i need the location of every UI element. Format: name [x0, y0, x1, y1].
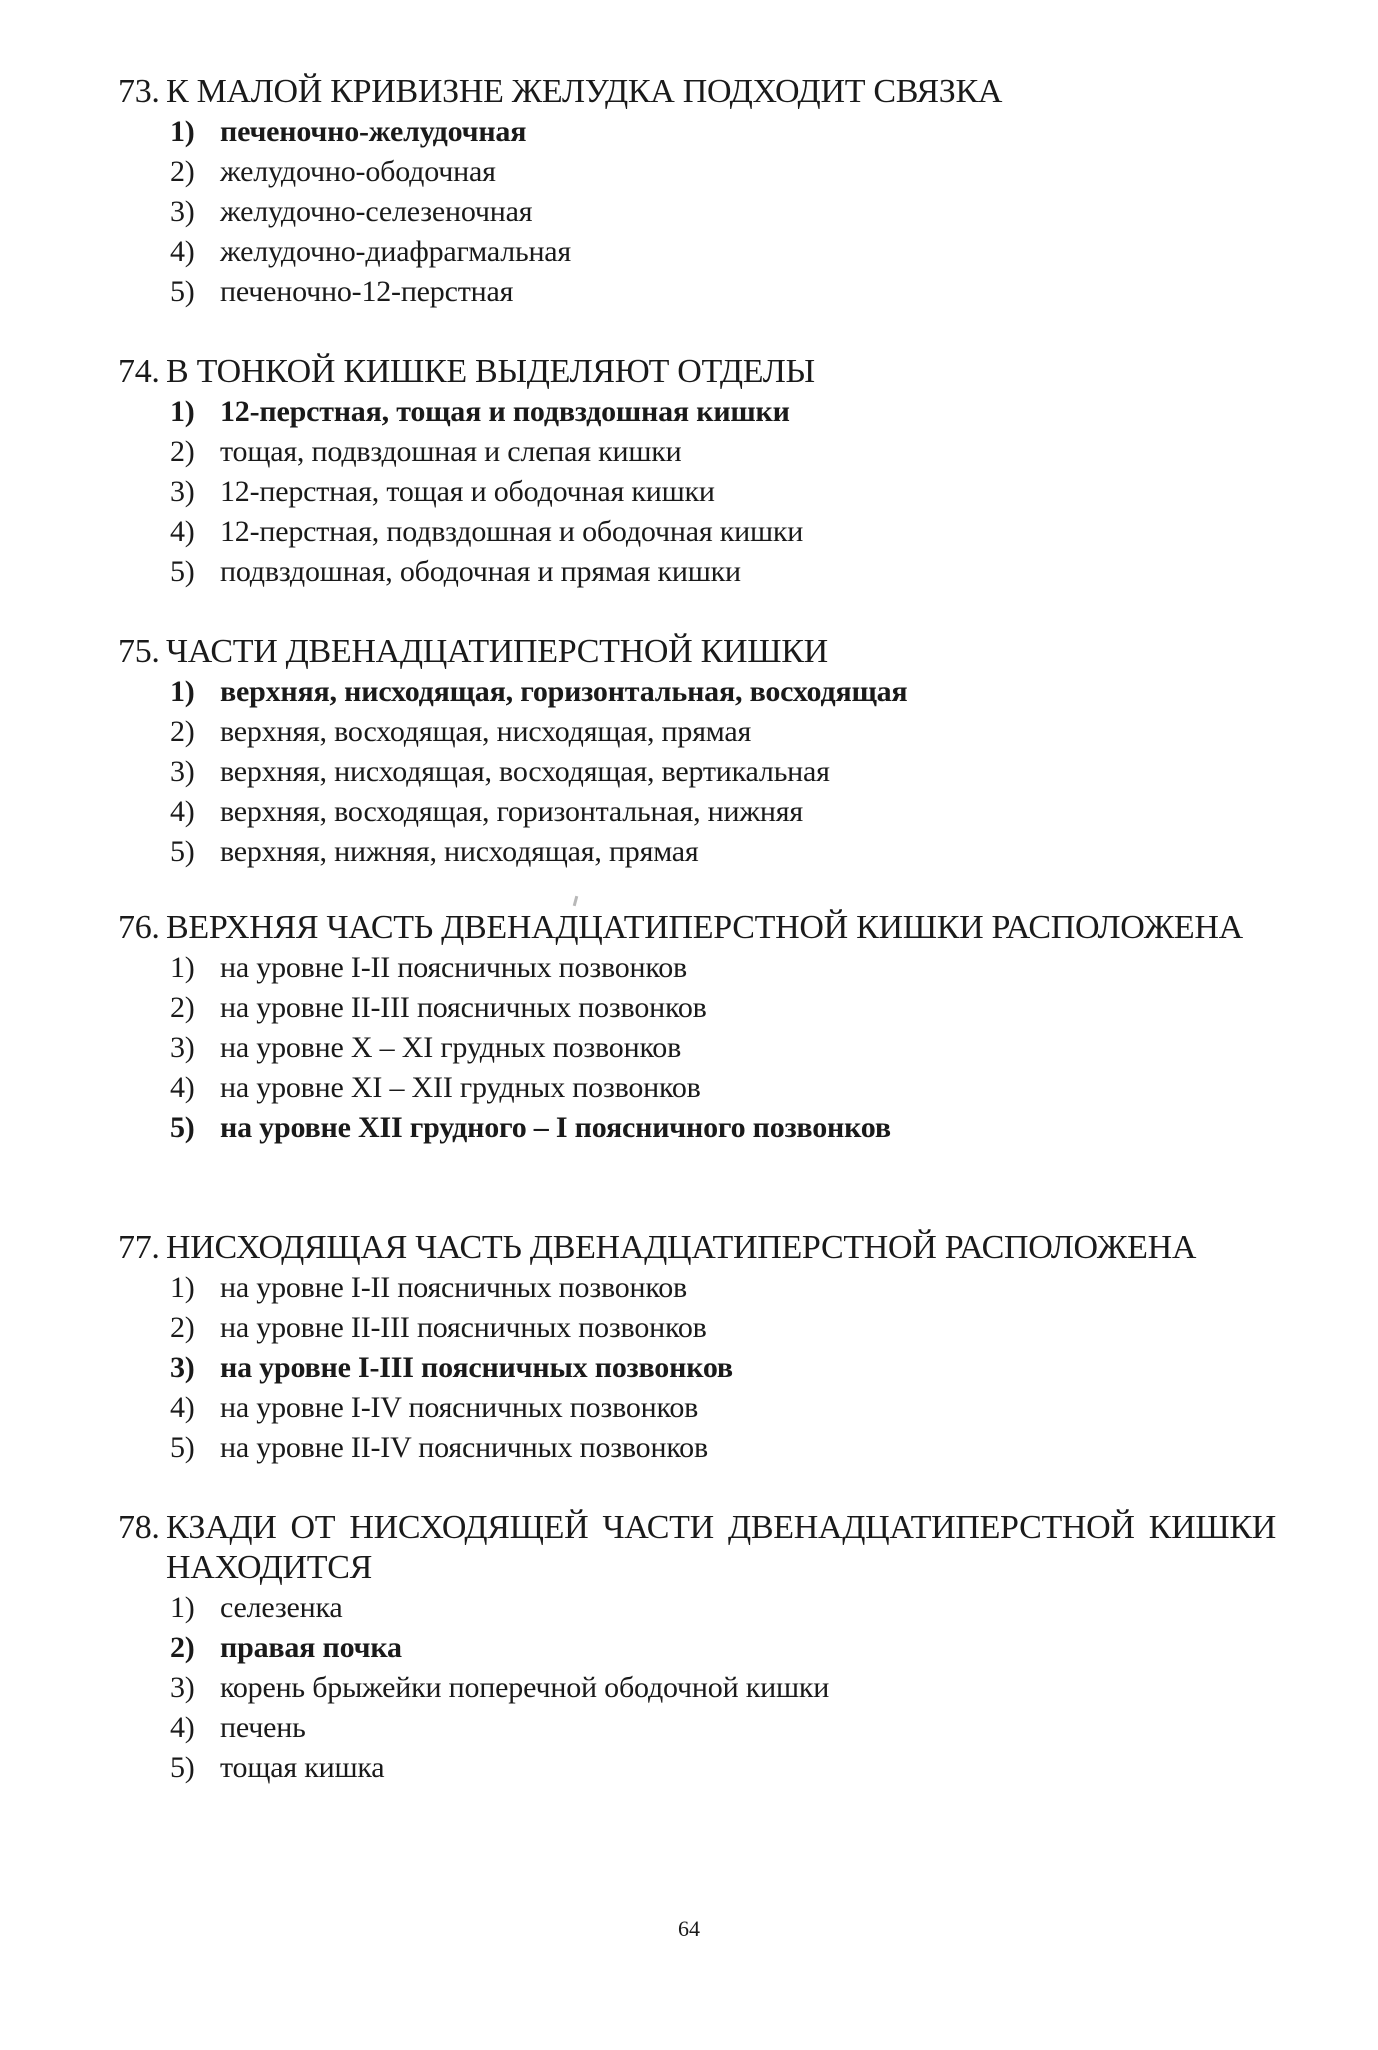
- option-text: на уровне XII грудного – I поясничного позвонков: [220, 1111, 891, 1144]
- option-number: 3): [170, 195, 195, 228]
- option-number: 5): [170, 1431, 195, 1464]
- question-heading: [118, 352, 1276, 392]
- option-number: 2): [170, 715, 195, 748]
- answer-option: [170, 1588, 1276, 1628]
- option-number: 1): [170, 1591, 195, 1624]
- answer-options: [118, 672, 1276, 872]
- answer-option: [170, 948, 1276, 988]
- question-text: КЗАДИ ОТ НИСХОДЯЩЕЙ ЧАСТИ ДВЕНАДЦАТИПЕРСТНОЙ КИШКИ НАХОДИТСЯ: [166, 1509, 1276, 1586]
- option-number: 2): [170, 155, 195, 188]
- option-number: 5): [170, 835, 195, 868]
- option-number: 4): [170, 795, 195, 828]
- answer-option: [170, 152, 1276, 192]
- question-77: [118, 1228, 1276, 1468]
- option-text: подвздошная, ободочная и прямая кишки: [220, 555, 741, 588]
- option-text: селезенка: [220, 1591, 343, 1624]
- option-number: 5): [170, 555, 195, 588]
- answer-option: [170, 752, 1276, 792]
- scan-speck: [573, 896, 578, 906]
- answer-options: [118, 948, 1276, 1148]
- option-number: 2): [170, 1311, 195, 1344]
- option-number: 1): [170, 675, 195, 708]
- question-text: В ТОНКОЙ КИШКЕ ВЫДЕЛЯЮТ ОТДЕЛЫ: [166, 353, 815, 390]
- answer-options: [118, 1588, 1276, 1788]
- option-number: 4): [170, 235, 195, 268]
- answer-option: [170, 472, 1276, 512]
- option-number: 4): [170, 1711, 195, 1744]
- answer-option: [170, 512, 1276, 552]
- option-text: 12-перстная, подвздошная и ободочная кишки: [220, 515, 804, 548]
- answer-options: [118, 1268, 1276, 1468]
- option-text: на уровне II-IV поясничных позвонков: [220, 1431, 708, 1464]
- answer-option: [170, 832, 1276, 872]
- option-text: желудочно-ободочная: [220, 155, 496, 188]
- option-number: 3): [170, 475, 195, 508]
- option-text: верхняя, нижняя, нисходящая, прямая: [220, 835, 699, 868]
- question-number: 78.: [118, 1509, 160, 1546]
- option-number: 5): [170, 275, 195, 308]
- option-text: корень брыжейки поперечной ободочной кишки: [220, 1671, 830, 1704]
- answer-option: [170, 1388, 1276, 1428]
- answer-option: [170, 1028, 1276, 1068]
- question-number: 73.: [118, 73, 160, 110]
- option-text: на уровне II-III поясничных позвонков: [220, 991, 707, 1024]
- option-number: 5): [170, 1751, 195, 1784]
- question-78: [118, 1508, 1276, 1788]
- option-text: верхняя, нисходящая, горизонтальная, восходящая: [220, 675, 908, 708]
- answer-option: [170, 432, 1276, 472]
- answer-option: [170, 1068, 1276, 1108]
- question-number: 74.: [118, 353, 160, 390]
- option-number: 5): [170, 1111, 195, 1144]
- option-number: 1): [170, 115, 195, 148]
- question-heading: [118, 1508, 1276, 1588]
- answer-option: [170, 1668, 1276, 1708]
- answer-option: [170, 712, 1276, 752]
- question-number: 77.: [118, 1229, 160, 1266]
- option-text: тощая, подвздошная и слепая кишки: [220, 435, 682, 468]
- option-text: печеночно-желудочная: [220, 115, 527, 148]
- option-number: 3): [170, 1031, 195, 1064]
- answer-option-correct: [170, 1628, 1276, 1668]
- question-heading: [118, 1228, 1276, 1268]
- option-text: верхняя, восходящая, нисходящая, прямая: [220, 715, 752, 748]
- question-heading: [118, 72, 1276, 112]
- answer-option: [170, 1268, 1276, 1308]
- question-heading: [118, 908, 1276, 948]
- option-text: на уровне I-II поясничных позвонков: [220, 951, 688, 984]
- question-text: К МАЛОЙ КРИВИЗНЕ ЖЕЛУДКА ПОДХОДИТ СВЯЗКА: [166, 73, 1003, 110]
- answer-option: [170, 552, 1276, 592]
- question-number: 75.: [118, 633, 160, 670]
- answer-option-correct: [170, 1108, 1276, 1148]
- answer-option: [170, 988, 1276, 1028]
- answer-option: [170, 1748, 1276, 1788]
- answer-option: [170, 792, 1276, 832]
- option-text: верхняя, нисходящая, восходящая, вертикальная: [220, 755, 830, 788]
- option-text: на уровне II-III поясничных позвонков: [220, 1311, 707, 1344]
- question-text: ЧАСТИ ДВЕНАДЦАТИПЕРСТНОЙ КИШКИ: [166, 633, 828, 670]
- option-number: 2): [170, 435, 195, 468]
- answer-option-correct: [170, 1348, 1276, 1388]
- option-text: правая почка: [220, 1631, 402, 1664]
- answer-option: [170, 1428, 1276, 1468]
- option-number: 2): [170, 991, 195, 1024]
- option-number: 3): [170, 1351, 195, 1384]
- question-75: [118, 632, 1276, 872]
- option-text: желудочно-диафрагмальная: [220, 235, 572, 268]
- option-number: 3): [170, 755, 195, 788]
- option-text: на уровне I-III поясничных позвонков: [220, 1351, 733, 1384]
- answer-option-correct: [170, 672, 1276, 712]
- option-text: печень: [220, 1711, 306, 1744]
- question-74: [118, 352, 1276, 592]
- option-text: 12-перстная, тощая и ободочная кишки: [220, 475, 715, 508]
- option-number: 4): [170, 1391, 195, 1424]
- option-number: 2): [170, 1631, 195, 1664]
- answer-option: [170, 272, 1276, 312]
- question-text: НИСХОДЯЩАЯ ЧАСТЬ ДВЕНАДЦАТИПЕРСТНОЙ РАСПОЛОЖЕНА: [166, 1229, 1197, 1266]
- question-73: [118, 72, 1276, 312]
- option-number: 1): [170, 1271, 195, 1304]
- question-number: 76.: [118, 909, 160, 946]
- question-76: [118, 908, 1276, 1148]
- option-text: на уровне I-IV поясничных позвонков: [220, 1391, 699, 1424]
- option-number: 4): [170, 515, 195, 548]
- page-number: 64: [678, 1916, 700, 1941]
- option-number: 1): [170, 395, 195, 428]
- answer-option: [170, 232, 1276, 272]
- question-text: ВЕРХНЯЯ ЧАСТЬ ДВЕНАДЦАТИПЕРСТНОЙ КИШКИ РАСПОЛОЖЕНА: [166, 909, 1243, 946]
- option-number: 4): [170, 1071, 195, 1104]
- answer-option: [170, 1308, 1276, 1348]
- option-text: 12-перстная, тощая и подвздошная кишки: [220, 395, 790, 428]
- answer-option-correct: [170, 392, 1276, 432]
- answer-options: [118, 112, 1276, 312]
- option-text: на уровне I-II поясничных позвонков: [220, 1271, 688, 1304]
- option-text: желудочно-селезеночная: [220, 195, 533, 228]
- option-text: верхняя, восходящая, горизонтальная, нижняя: [220, 795, 803, 828]
- option-text: на уровне X – XI грудных позвонков: [220, 1031, 682, 1064]
- option-number: 3): [170, 1671, 195, 1704]
- answer-options: [118, 392, 1276, 592]
- option-text: печеночно-12-перстная: [220, 275, 514, 308]
- option-text: тощая кишка: [220, 1751, 385, 1784]
- option-number: 1): [170, 951, 195, 984]
- answer-option: [170, 192, 1276, 232]
- option-text: на уровне XI – XII грудных позвонков: [220, 1071, 701, 1104]
- question-heading: [118, 632, 1276, 672]
- answer-option-correct: [170, 112, 1276, 152]
- answer-option: [170, 1708, 1276, 1748]
